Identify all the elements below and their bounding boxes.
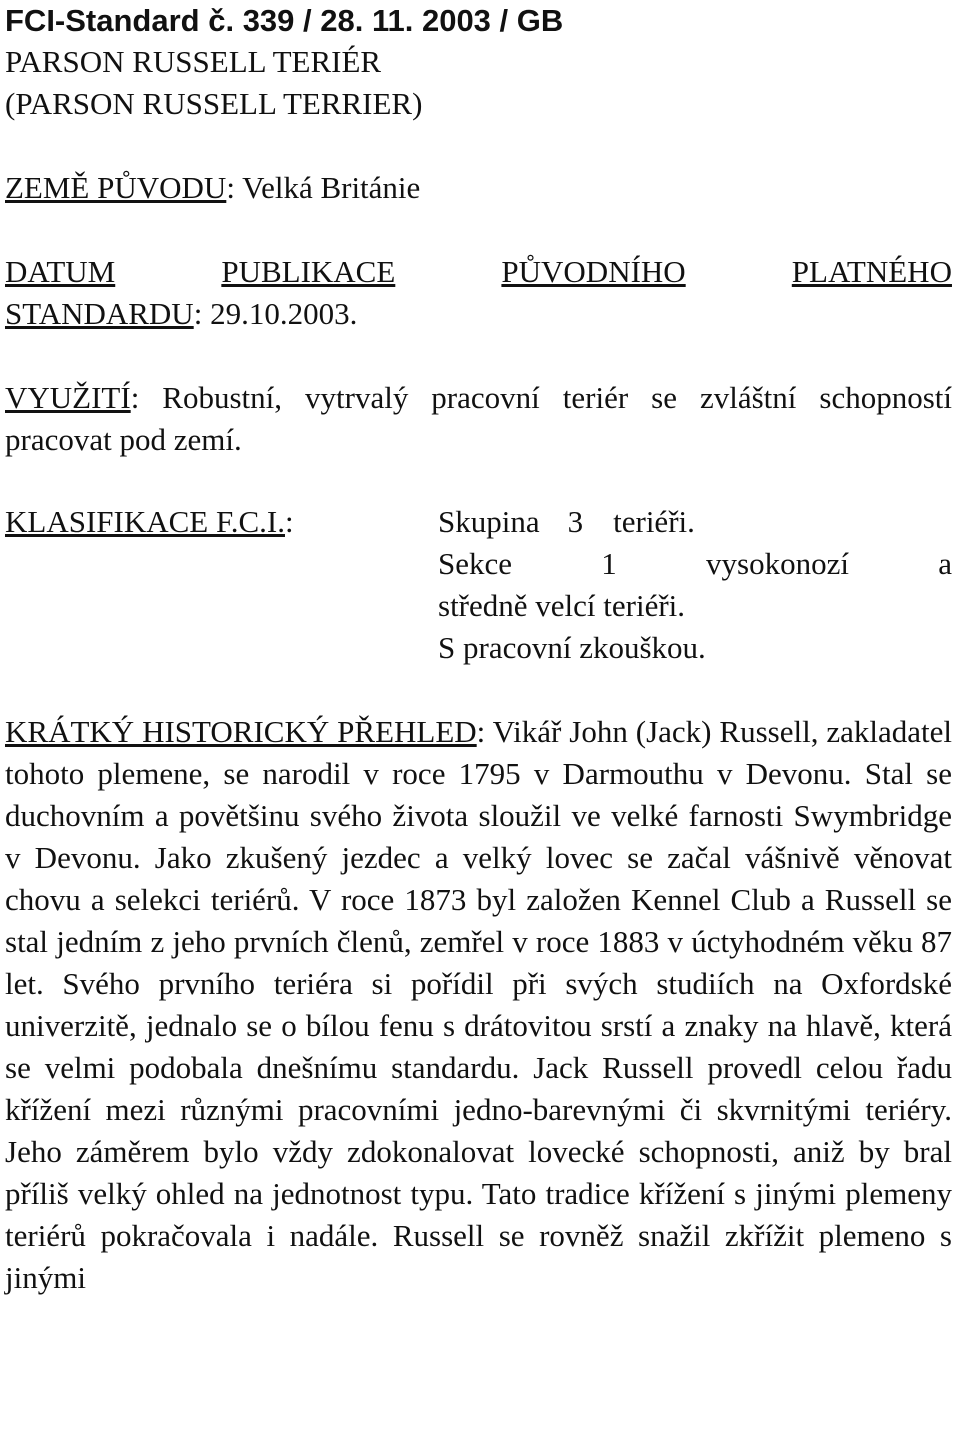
- publication-value: : 29.10.2003.: [193, 296, 358, 331]
- fci-group-word: Skupina: [438, 504, 540, 539]
- fci-colon: :: [284, 504, 294, 539]
- publication-label-word: PLATNÉHO: [791, 254, 952, 289]
- publication-date: [5, 251, 952, 335]
- publication-label-line: [5, 251, 952, 293]
- utilization-text: : Robustní, vytrvalý pracovní teriér se zvláštní schopností pracovat pod zemí.: [5, 380, 952, 457]
- fci-body: [438, 501, 952, 669]
- origin-value: : Velká Británie: [226, 170, 421, 205]
- breed-subtitle: (PARSON RUSSELL TERRIER): [5, 86, 423, 121]
- fci-section-word: Sekce: [438, 546, 513, 581]
- fci-section-cont: středně velcí teriéři.: [438, 588, 686, 623]
- history-section: [5, 711, 952, 1299]
- publication-value-line: [5, 293, 952, 335]
- fci-section-number: 1: [601, 546, 617, 581]
- fci-group-name: teriéři.: [613, 504, 695, 539]
- fci-section-conj: a: [938, 546, 952, 581]
- breed-title: PARSON RUSSELL TERIÉR: [5, 44, 382, 79]
- country-of-origin: [5, 167, 952, 209]
- fci-label: KLASIFIKACE F.C.I.: [5, 504, 285, 539]
- standard-reference: FCI-Standard č. 339 / 28. 11. 2003 / GB: [5, 3, 564, 38]
- history-label: KRÁTKÝ HISTORICKÝ PŘEHLED: [5, 714, 477, 749]
- fci-label-cell: [5, 501, 438, 669]
- utilization-section: [5, 377, 952, 461]
- fci-section-line: [438, 543, 952, 585]
- utilization-label: VYUŽITÍ: [5, 380, 131, 415]
- fci-section-name: vysokonozí: [706, 546, 849, 581]
- origin-label: ZEMĚ PŮVODU: [5, 170, 227, 205]
- publication-label-word: PUBLIKACE: [221, 254, 396, 289]
- publication-label-last: STANDARDU: [5, 296, 194, 331]
- publication-label-word: DATUM: [5, 254, 116, 289]
- history-text: : Vikář John (Jack) Russell, zakladatel tohoto plemene, se narodil v roce 1795 v Darmouthu v Devonu. Stal se duchovním a povětšinu svého života sloužil ve velké farnosti Swymbridge v Devonu. Jako zkušený jezdec a velký lovec se začal vášnivě věnovat chovu a selekci teriérů. V roce 1873 byl založen Kennel Club a Russell se stal jedním z jeho prvních členů, zemřel v roce 1883 v úctyhodném věku 87 let. Svého prvního teriéra si pořídil při svých studiích na Oxfordské univerzitě, jednalo se o bílou fenu s drátovitou srstí a znaky na hlavě, která se velmi podobala dnešnímu standardu. Jack Russell provedl celou řadu křížení mezi různými pracovními jedno-barevnými či skvrnitými teriéry. Jeho záměrem bylo vždy zdokonalovat lovecké schopnosti, aniž by bral příliš velký ohled na jednotnost typu. Tato tradice křížení s jinými plemeny teriérů pokračovala i nadále. Russell se rovněž snažil zkřížit plemeno s jinými: [5, 714, 952, 1295]
- fci-working-trial: S pracovní zkouškou.: [438, 630, 706, 665]
- fci-classification: [5, 501, 952, 669]
- fci-group-number: 3: [567, 504, 584, 539]
- publication-label-word: PŮVODNÍHO: [501, 254, 686, 289]
- fci-group-line: [438, 501, 952, 543]
